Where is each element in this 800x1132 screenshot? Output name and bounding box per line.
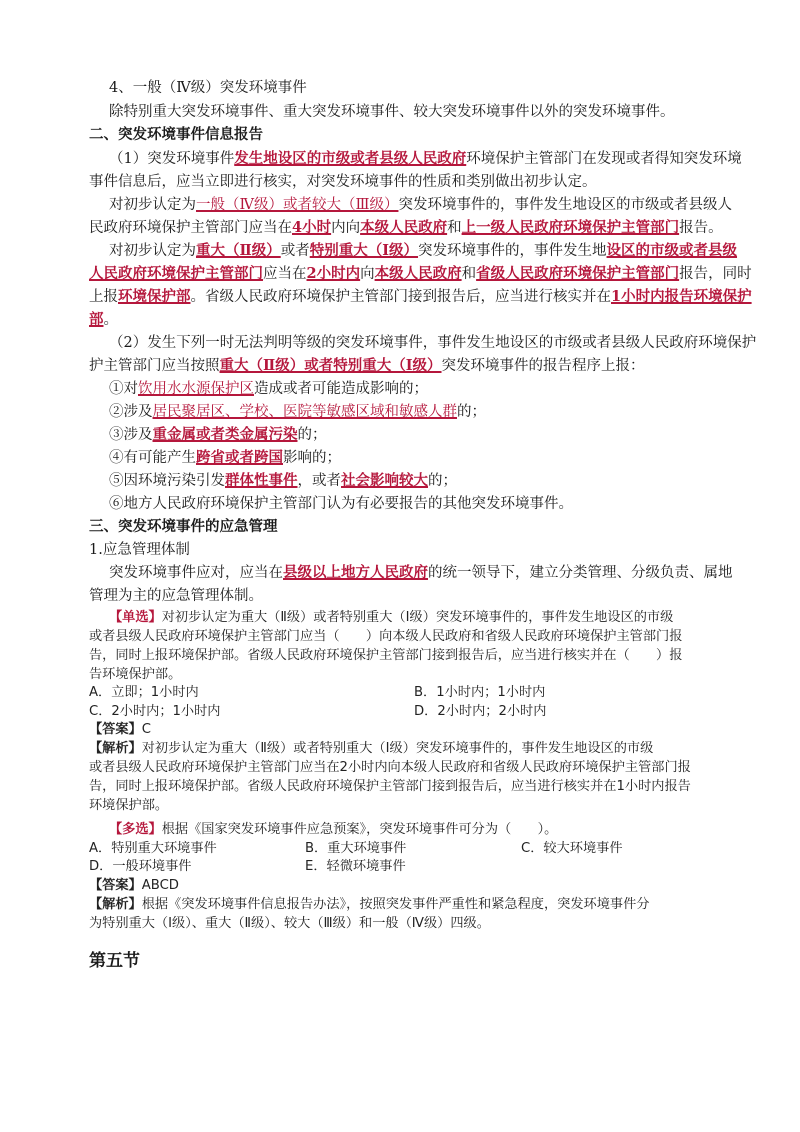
q1-option-b: B．1小时内；1小时内 [414,685,546,700]
q1-stem-line4: 告环境保护部。 [89,667,182,682]
highlight-level3-4: 一般（Ⅳ级）或者较大（Ⅲ级） [196,197,399,213]
q2-answer: 【答案】ABCD [89,878,179,893]
q1-explanation-line3: 告，同时上报环境保护部。省级人民政府环境保护主管部门接到报告后，应当进行核实并在1小时内报告 [89,779,691,794]
highlight-env-dept: 人民政府环境保护主管部门 [89,265,263,282]
q2-option-b: B．重大环境事件 [305,841,407,856]
q2-type-tag: 【多选】 [109,822,162,837]
section-title: 第五节 [89,951,140,971]
highlight-province-env: 省级人民政府环境保护主管部门 [476,265,680,282]
list-item-1: ①对饮用水水源保护区造成或者可能造成影响的； [109,381,428,397]
highlight-city-county: 设区的市级或者县级 [606,242,738,259]
highlight-social-impact: 社会影响较大 [341,472,428,489]
highlight-4h: 4小时 [292,219,332,236]
paragraph-report-3-cont3: 部。 [89,311,118,328]
q1-type-tag: 【单选】 [109,610,162,625]
q1-answer: 【答案】C [89,722,151,737]
q1-stem-line2: 或者县级人民政府环境保护主管部门应当（ ）向本级人民政府和省级人民政府环境保护主管部门报 [89,629,683,644]
highlight-local-gov-3: 本级人民政府 [374,265,462,282]
q1-stem-line3: 告，同时上报环境保护部。省级人民政府环境保护主管部门接到报告后，应当进行核实并在（ ）报 [89,648,683,663]
highlight-2h: 2小时内 [306,265,361,282]
q2-option-c: C．较大环境事件 [521,841,623,856]
paragraph-report-3-cont: 人民政府环境保护主管部门应当在2小时内向本级人民政府和省级人民政府环境保护主管部门报告，同时 [89,265,752,282]
paragraph-level4-def: 除特别重大突发环境事件、重大突发环境事件、较大突发环境事件以外的突发环境事件。 [109,104,675,120]
highlight-level1: 特别重大（Ⅰ级） [309,242,419,259]
q2-option-a: A．特别重大环境事件 [89,841,217,856]
highlight-water-source: 饮用水水源保护区 [138,381,254,397]
q1-explanation-line1: 【解析】对初步认定为重大（Ⅱ级）或者特别重大（Ⅰ级）突发环境事件的，事件发生地设区的市级 [89,741,654,756]
q1-option-a: A．立即；1小时内 [89,685,199,700]
list-item-6: ⑥地方人民政府环境保护主管部门认为有必要报告的其他突发环境事件。 [109,496,573,512]
q1-explanation-line2: 或者县级人民政府环境保护主管部门应当在2小时内向本级人民政府和省级人民政府环境保护主管部门报 [89,760,691,775]
q2-explanation-line2: 为特别重大（Ⅰ级）、重大（Ⅱ级）、较大（Ⅲ级）和一般（Ⅳ级）四级。 [89,916,490,931]
q2-option-d: D．一般环境事件 [89,859,192,874]
q1-explanation-line4: 环境保护部。 [89,798,169,813]
highlight-cross-border: 跨省或者跨国 [196,449,283,466]
subheading-mgmt-system: 1.应急管理体制 [89,542,190,558]
paragraph-mgmt-cont: 管理为主的应急管理体制。 [89,588,263,604]
highlight-local-gov-2: 本级人民政府 [360,219,448,236]
highlight-heavy-metal: 重金属或者类金属污染 [152,426,298,443]
q1-option-d: D．2小时内；2小时内 [414,704,547,719]
q2-option-e: E．轻微环境事件 [305,859,406,874]
paragraph-mgmt: 突发环境事件应对，应当在县级以上地方人民政府的统一领导下，建立分类管理、分级负责、属地 [109,564,733,581]
heading-level4-event: 4、一般（Ⅳ级）突发环境事件 [109,80,307,96]
highlight-sensitive-area: 居民聚居区、学校、医院等敏感区域和敏感人群 [152,404,457,420]
highlight-upper-env-dept: 上一级人民政府环境保护主管部门 [461,219,680,236]
highlight-level2: 重大（Ⅱ级） [196,242,281,259]
paragraph-report-2-cont: 民政府环境保护主管部门应当在4小时内向本级人民政府和上一级人民政府环境保护主管部门报告。 [89,219,723,236]
q1-stem-line1: 【单选】对初步认定为重大（Ⅱ级）或者特别重大（Ⅰ级）突发环境事件的，事件发生地设区的市级 [109,610,674,625]
list-item-3: ③涉及重金属或者类金属污染的； [109,426,327,443]
paragraph-report-3-cont2: 上报环境保护部。省级人民政府环境保护主管部门接到报告后，应当进行核实并在1小时内报告环境保护 [89,288,752,305]
section-heading-2: 二、突发环境事件信息报告 [89,126,263,143]
paragraph-report-4: （2）发生下列一时无法判明等级的突发环境事件，事件发生地设区的市级或者县级人民政府环境保护 [109,335,757,351]
highlight-local-gov: 发生地设区的市级或者县级人民政府 [234,150,467,167]
highlight-level2-or-1: 重大（Ⅱ级）或者特别重大（Ⅰ级） [219,357,442,374]
q2-explanation-line1: 【解析】根据《突发环境事件信息报告办法》，按照突发事件严重性和紧急程度，突发环境事件分 [89,897,650,912]
highlight-1h-report: 1小时内报告环境保护 [611,288,752,305]
paragraph-report-2: 对初步认定为一般（Ⅳ级）或者较大（Ⅲ级）突发环境事件的，事件发生地设区的市级或者县级人 [109,197,732,213]
paragraph-report-1-cont: 事件信息后，应当立即进行核实，对突发环境事件的性质和类别做出初步认定。 [89,174,597,190]
highlight-env-ministry: 环境保护部 [118,288,191,305]
q1-option-c: C．2小时内；1小时内 [89,704,221,719]
paragraph-report-1: （1）突发环境事件发生地设区的市级或者县级人民政府环境保护主管部门在发现或者得知突发环境 [109,150,742,167]
paragraph-report-4-cont: 护主管部门应当按照重大（Ⅱ级）或者特别重大（Ⅰ级）突发环境事件的报告程序上报： [89,357,645,374]
list-item-4: ④有可能产生跨省或者跨国影响的； [109,449,341,466]
list-item-2: ②涉及居民聚居区、学校、医院等敏感区域和敏感人群的； [109,404,486,420]
q2-stem-line1: 【多选】根据《国家突发环境事件应急预案》，突发环境事件可分为（ ）。 [109,822,558,837]
highlight-county-above-gov: 县级以上地方人民政府 [283,564,428,581]
section-heading-3: 三、突发环境事件的应急管理 [89,518,278,535]
highlight-mass-incident: 群体性事件 [225,472,298,489]
list-item-5: ⑤因环境污染引发群体性事件，或者社会影响较大的； [109,472,457,489]
paragraph-report-3: 对初步认定为重大（Ⅱ级）或者特别重大（Ⅰ级）突发环境事件的，事件发生地设区的市级或者县级 [109,242,738,259]
